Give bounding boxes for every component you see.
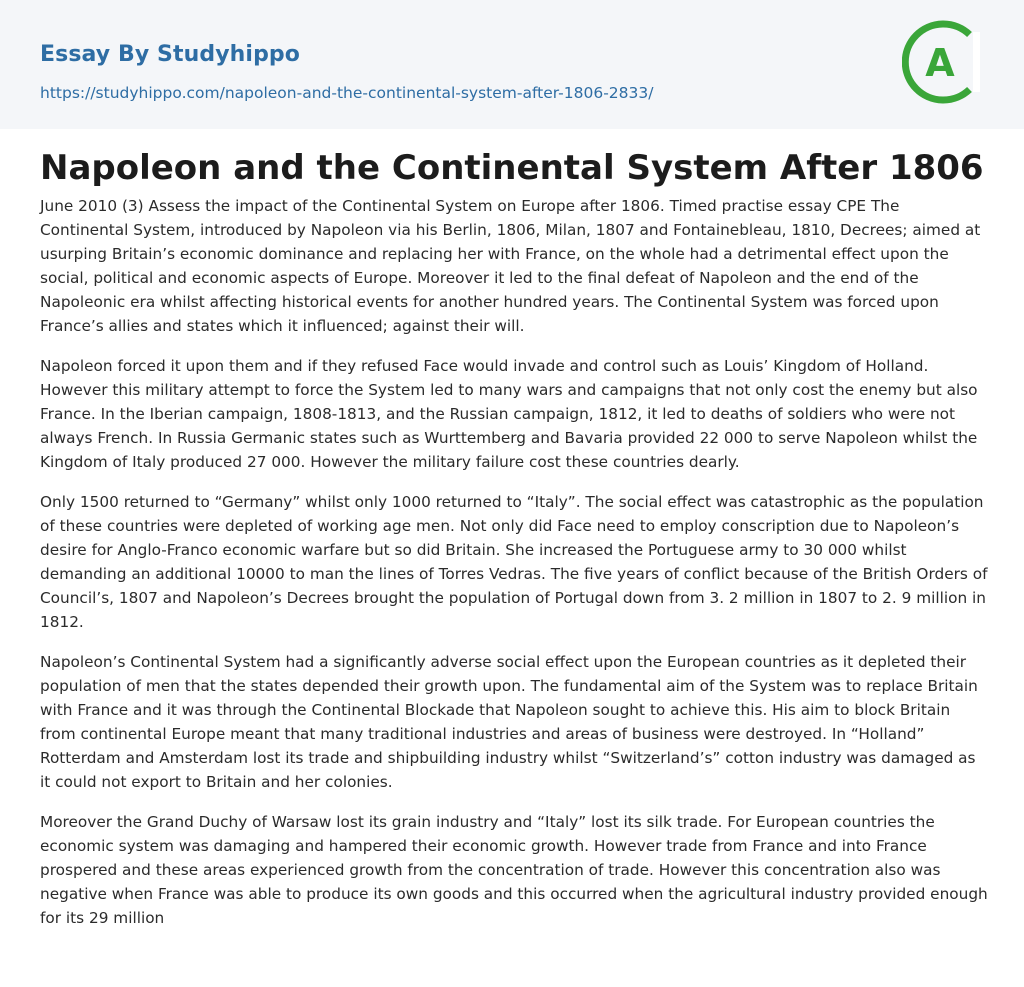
paragraph-5: Moreover the Grand Duchy of Warsaw lost its grain industry and “Italy” lost its silk trade. For European countries the economic system was damaging and hampered their economic growth. However trade from France and into France prospered and these areas experienced growth from the concentration of trade. However this concentration also was negative when France was able to produce its own goods and this occurred when the agricultural industry provided enough for its 29 million (40, 813, 988, 927)
page-header (0, 0, 1024, 129)
paragraph-4: Napoleon’s Continental System had a significantly adverse social effect upon the European countries as it depleted their population of men that the states depended their growth upon. The fundamental aim of the System was to replace Britain with France and it was through the Continental Blockade that Napoleon sought to achieve this. His aim to block Britain from continental Europe meant that many traditional industries and areas of business were destroyed. In “Holland” Rotterdam and Amsterdam lost its trade and shipbuilding industry whilst “Switzerland’s” cotton industry was damaged as it could not export to Britain and her colonies. (40, 653, 978, 791)
studyhippo-logo-icon[interactable] (902, 20, 986, 104)
paragraph-3: Only 1500 returned to “Germany” whilst only 1000 returned to “Italy”. The social effect was catastrophic as the population of these countries were depleted of working age men. Not only did Face need to employ conscription due to Napoleon’s desire for Anglo-Franco economic warfare but so did Britain. She increased the Portuguese army to 30 000 whilst demanding an additional 10000 to man the lines of Torres Vedras. The five years of conflict because of the British Orders of Council’s, 1807 and Napoleon’s Decrees brought the population of Portugal down from 3. 2 million in 1807 to 2. 9 million in 1812. (40, 493, 988, 631)
logo-letter: A (925, 41, 955, 85)
paragraph-1: June 2010 (3) Assess the impact of the Continental System on Europe after 1806. Timed practise essay CPE The Continental System, introduced by Napoleon via his Berlin, 1806, Milan, 1807 and Fontainebleau, 1810, Decrees; aimed at usurping Britain’s economic dominance and replacing her with France, on the whole had a detrimental effect upon the social, political and economic aspects of Europe. Moreover it led to the final defeat of Napoleon and the end of the Napoleonic era whilst affecting historical events for another hundred years. The Continental System was forced upon France’s allies and states which it influenced; against their will. (40, 197, 981, 335)
article-title: Napoleon and the Continental System After 1806 (40, 148, 984, 188)
paragraph-2: Napoleon forced it upon them and if they refused Face would invade and control such as Louis’ Kingdom of Holland. However this military attempt to force the System led to many wars and campaigns that not only cost the enemy but also France. In the Iberian campaign, 1808-1813, and the Russian campaign, 1812, it led to deaths of soldiers who were not always French. In Russia Germanic states such as Wurttemberg and Bavaria provided 22 000 to serve Napoleon whilst the Kingdom of Italy produced 27 000. However the military failure cost these countries dearly. (40, 357, 978, 471)
source-url-link[interactable]: https://studyhippo.com/napoleon-and-the-continental-system-after-1806-2833/ (40, 84, 654, 102)
article-body (40, 194, 988, 946)
site-brand[interactable]: Essay By Studyhippo (40, 42, 300, 67)
